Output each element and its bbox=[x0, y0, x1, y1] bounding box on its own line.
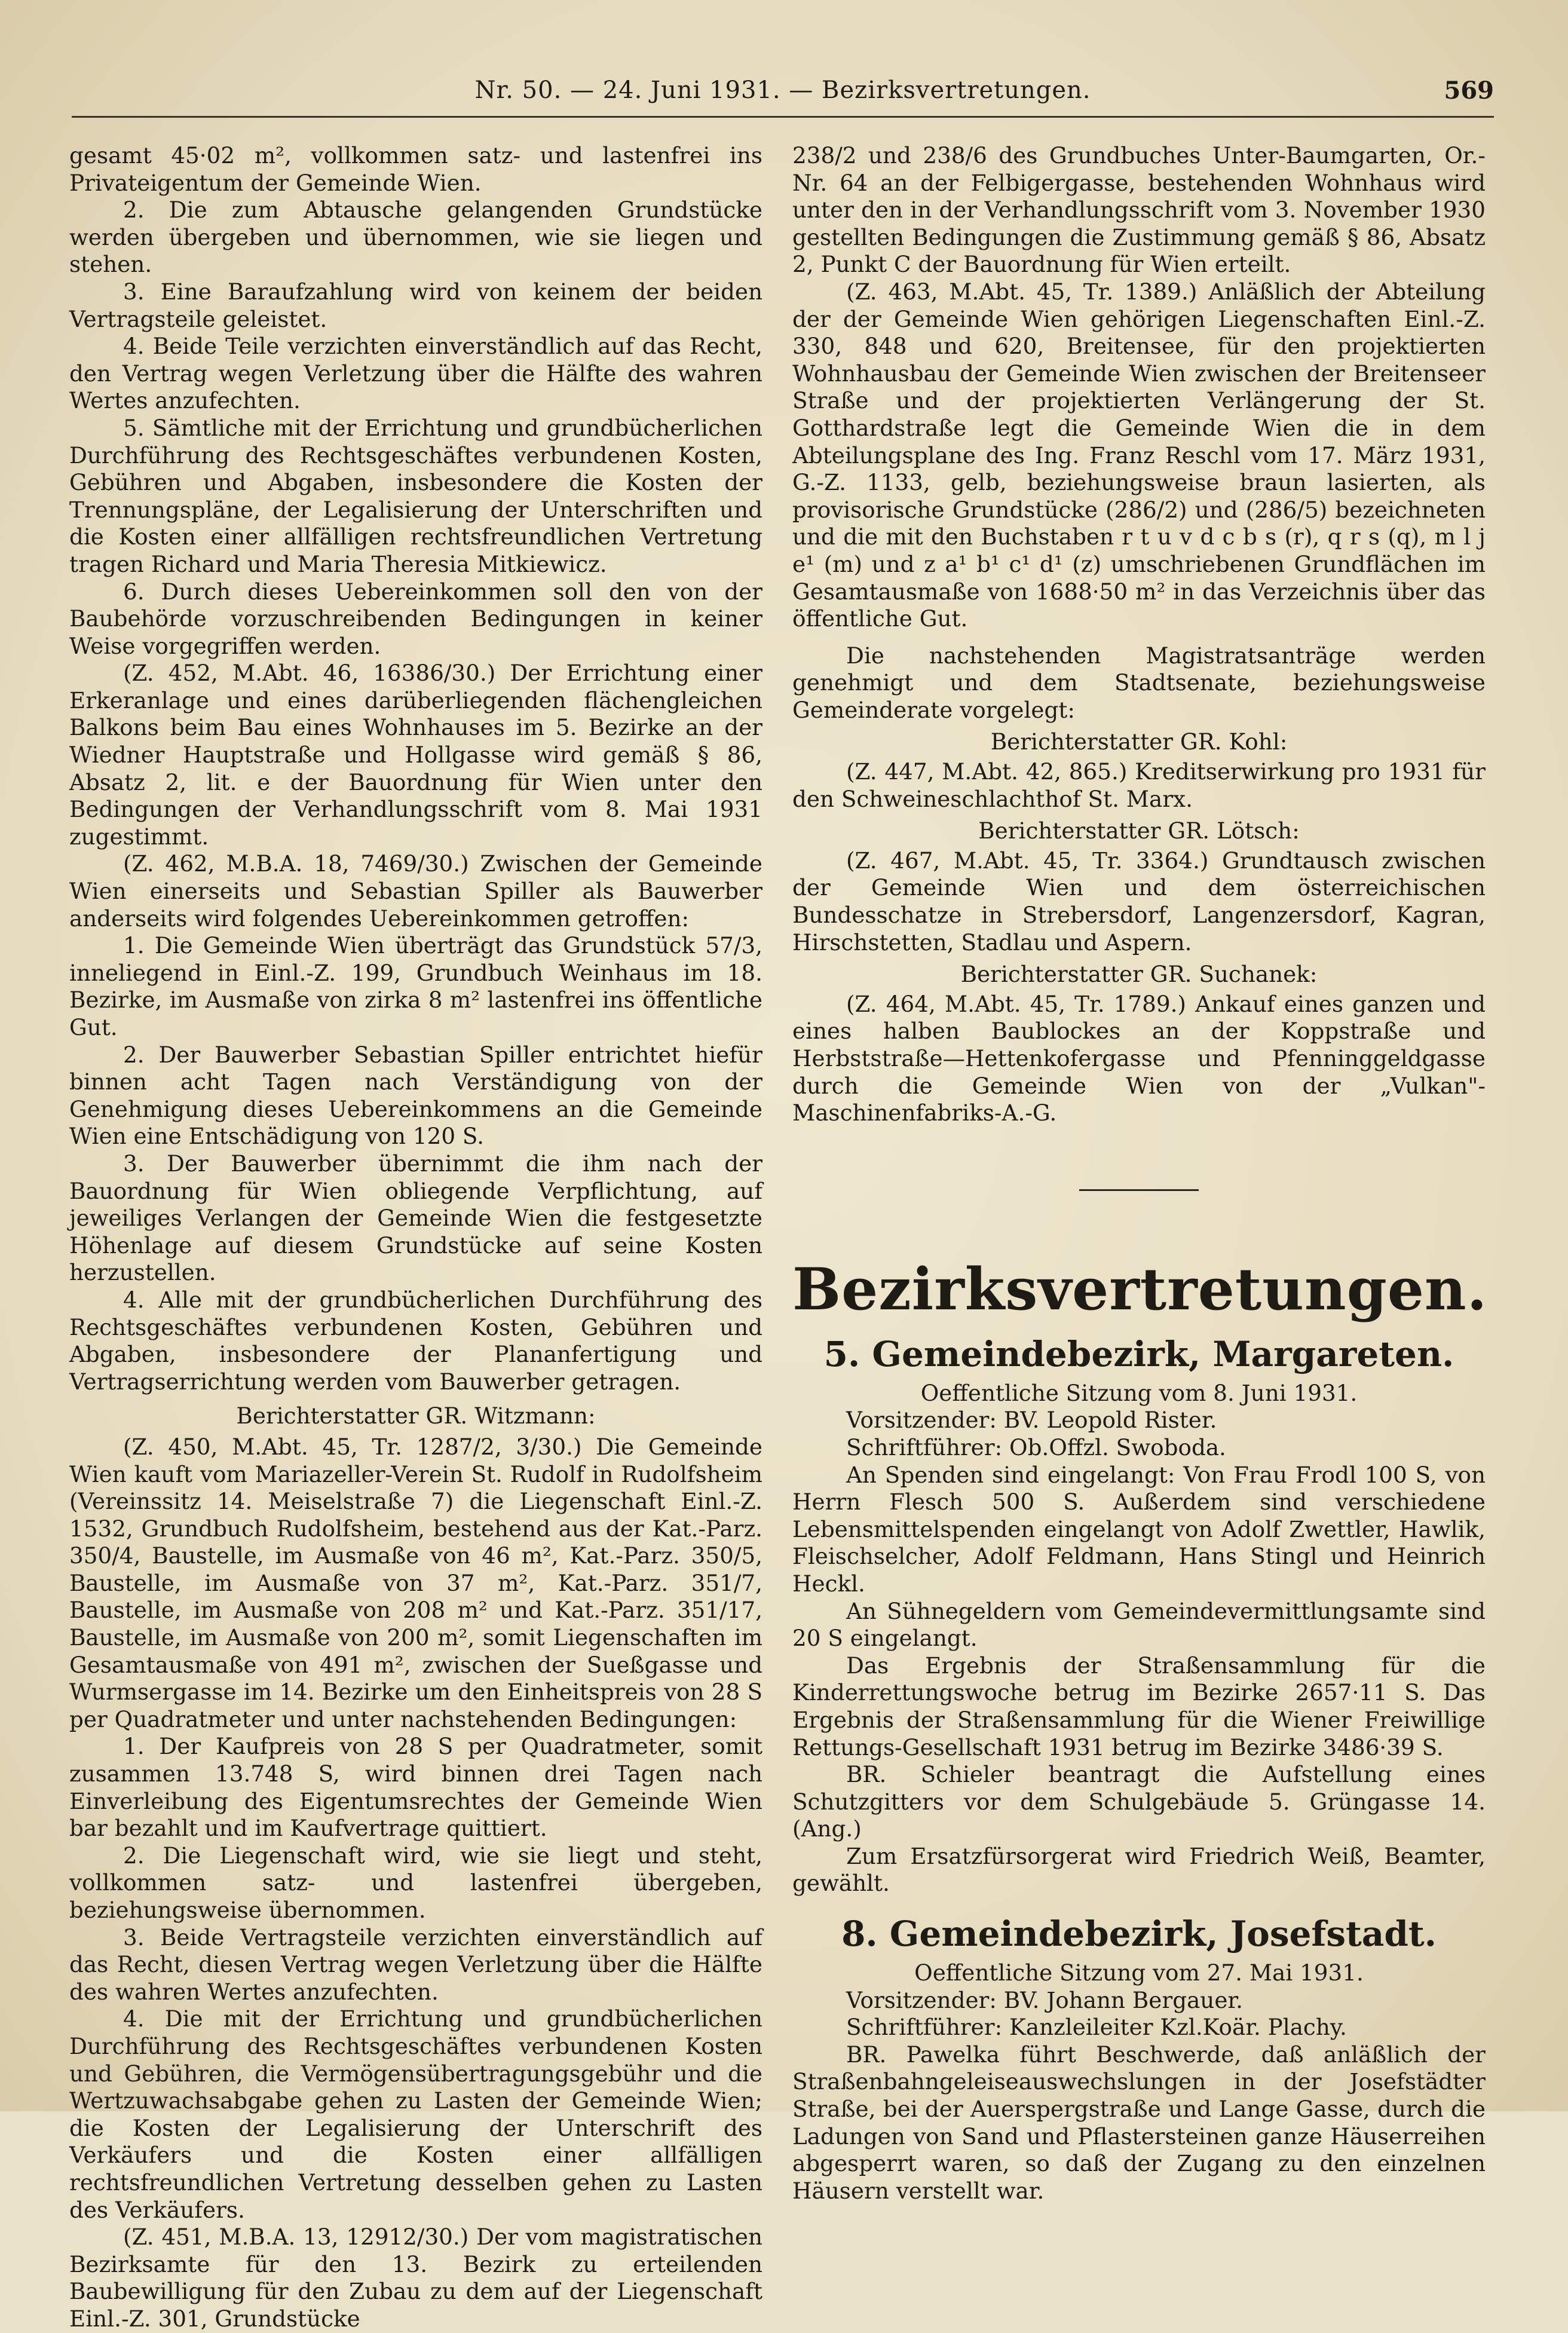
paragraph: Die nachstehenden Magistratsanträge werden genehmigt und dem Stadtsenate, beziehungsweise Gemeinderate vorgelegt: bbox=[792, 642, 1486, 723]
paragraph: 2. Der Bauwerber Sebastian Spiller entrichtet hiefür binnen acht Tagen nach Verständigung von der Genehmigung dieses Uebereinkommens an die Gemeinde Wien eine Entschädigung von 120 S. bbox=[69, 1041, 762, 1150]
paragraph: 6. Durch dieses Uebereinkommen soll den von der Baubehörde vorzuschreibenden Bedingungen in keiner Weise vorgegriffen werden. bbox=[69, 578, 762, 659]
paragraph: BR. Pawelka führt Beschwerde, daß anläßlich der Straßenbahngeleiseauswechslungen in der Josefstädter Straße, bei der Auerspergstraße und Lange Gasse, durch die Ladungen von Sand und Pflastersteinen ganze Häuserreihen abgesperrt waren, so daß der Zugang zu den einzelnen Häusern verstellt war. bbox=[792, 2041, 1486, 2204]
district-5-secretary: Schriftführer: Ob.Offzl. Swoboda. bbox=[846, 1434, 1226, 1461]
district-8-chair: Vorsitzender: BV. Johann Bergauer. bbox=[846, 1986, 1243, 2013]
district-8-title: 8. Gemeindebezirk, Josefstadt. bbox=[841, 1913, 1437, 1955]
paragraph: (Z. 463, M.Abt. 45, Tr. 1389.) Anläßlich der Abteilung der der Gemeinde Wien gehörigen Liegenschaften Einl.-Z. 330, 848 und 620, Breitensee, für den projektierten Wohnhausbau der Gemeinde Wien zwischen der Breitenseer Straße und der projektierten Verlängerung der St. Gotthardstraße legt die Gemeinde Wien die in dem Abteilungsplane des Ing. Franz Reschl vom 17. März 1931, G.-Z. 1133, gelb, beziehungsweise braun lasierten, als provisorische Grundstücke (286/2) und (286/5) bezeichneten und die mit den Buchstaben r t u v d c b s (r), q r s (q), m l j e¹ (m) und z a¹ b¹ c¹ d¹ (z) umschriebenen Grundflächen im Gesamtausmaße von 1688·50 m² in das Verzeichnis über das öffentliche Gut. bbox=[792, 278, 1486, 632]
paragraph: (Z. 467, M.Abt. 45, Tr. 3364.) Grundtausch zwischen der Gemeinde Wien und dem österreichischen Bundesschatze in Strebersdorf, Langenzersdorf, Kagran, Hirschstetten, Stadlau und Aspern. bbox=[792, 847, 1486, 956]
page-header bbox=[72, 71, 1494, 118]
district-8-session: Oeffentliche Sitzung vom 27. Mai 1931. bbox=[914, 1960, 1364, 1986]
paragraph: 2. Die Liegenschaft wird, wie sie liegt und steht, vollkommen satz- und lastenfrei übergeben, beziehungsweise übernommen. bbox=[69, 1842, 762, 1923]
paragraph: 4. Alle mit der grundbücherlichen Durchführung des Rechtsgeschäftes verbundenen Kosten, Gebühren und Abgaben, insbesondere der Plananfertigung und Vertragserrichtung werden vom Bauwerber getragen. bbox=[69, 1286, 762, 1395]
rapporteur-witzmann: Berichterstatter GR. Witzmann: bbox=[236, 1403, 596, 1429]
paragraph: (Z. 462, M.B.A. 18, 7469/30.) Zwischen der Gemeinde Wien einerseits und Sebastian Spiller als Bauwerber anderseits wird folgendes Uebereinkommen getroffen: bbox=[69, 850, 762, 932]
paragraph: 238/2 und 238/6 des Grundbuches Unter-Baumgarten, Or.-Nr. 64 an der Felbigergasse, bestehenden Wohnhaus wird unter den in der Verhandlungsschrift vom 3. November 1930 gestellten Bedingungen die Zustimmung gemäß § 86, Absatz 2, Punkt C der Bauordnung für Wien erteilt. bbox=[792, 142, 1486, 278]
left-column bbox=[69, 142, 762, 2333]
district-5-title: 5. Gemeindebezirk, Margareten. bbox=[823, 1333, 1454, 1374]
paragraph: 3. Der Bauwerber übernimmt die ihm nach der Bauordnung für Wien obliegende Verpflichtung, auf jeweiliges Verlangen der Gemeinde Wien die festgesetzte Höhenlage auf diesem Grundstücke auf seine Kosten herzustellen. bbox=[69, 1150, 762, 1286]
district-5-session: Oeffentliche Sitzung vom 8. Juni 1931. bbox=[920, 1379, 1358, 1406]
paragraph: Zum Ersatzfürsorgerat wird Friedrich Weiß, Beamter, gewählt. bbox=[792, 1842, 1486, 1897]
paragraph: gesamt 45·02 m², vollkommen satz- und lastenfrei ins Privateigentum der Gemeinde Wien. bbox=[69, 142, 762, 196]
right-column bbox=[792, 142, 1486, 2205]
rapporteur-suchanek: Berichterstatter GR. Suchanek: bbox=[960, 961, 1318, 988]
paragraph: BR. Schieler beantragt die Aufstellung eines Schutzgitters vor dem Schulgebäude 5. Grüngasse 14. (Ang.) bbox=[792, 1761, 1486, 1842]
rapporteur-kohl: Berichterstatter GR. Kohl: bbox=[990, 728, 1288, 755]
section-heading: Bezirksvertretungen. bbox=[792, 1255, 1488, 1323]
district-5-chair: Vorsitzender: BV. Leopold Rister. bbox=[846, 1407, 1217, 1434]
paragraph: 1. Die Gemeinde Wien überträgt das Grundstück 57/3, inneliegend in Einl.-Z. 199, Grundbuch Weinhaus im 18. Bezirke, im Ausmaße von zirka 8 m² lastenfrei ins öffentliche Gut. bbox=[69, 932, 762, 1040]
paragraph: 1. Der Kaufpreis von 28 S per Quadratmeter, somit zusammen 13.748 S, wird binnen drei Tagen nach Einverleibung des Eigentumsrechtes der Gemeinde Wien bar bezahlt und im Kaufvertrage quittiert. bbox=[69, 1733, 762, 1842]
paragraph: Das Ergebnis der Straßensammlung für die Kinderrettungswoche betrug im Bezirke 2657·11 S. Das Ergebnis der Straßensammlung für die Wiener Freiwillige Rettungs-Gesellschaft 1931 betrug im Bezirke 3486·39 S. bbox=[792, 1652, 1486, 1761]
rapporteur-loetsch: Berichterstatter GR. Lötsch: bbox=[978, 818, 1300, 844]
header-title: Nr. 50. — 24. Juni 1931. — Bezirksvertretungen. bbox=[474, 76, 1091, 104]
paragraph: (Z. 450, M.Abt. 45, Tr. 1287/2, 3/30.) Die Gemeinde Wien kauft vom Mariazeller-Verein St. Rudolf in Rudolfsheim (Vereinssitz 14. Meiselstraße 7) die Liegenschaft Einl.-Z. 1532, Grundbuch Rudolfsheim, bestehend aus der Kat.-Parz. 350/4, Baustelle, im Ausmaße von 46 m², Kat.-Parz. 350/5, Baustelle, im Ausmaße von 37 m², Kat.-Parz. 351/7, Baustelle, im Ausmaße von 208 m² und Kat.-Parz. 351/17, Baustelle, im Ausmaße von 200 m², somit Liegenschaften im Gesamtausmaße von 491 m², zwischen der Sueßgasse und Wurmsergasse im 14. Bezirke um den Einheitspreis von 28 S per Quadratmeter und unter nachstehenden Bedingungen: bbox=[69, 1433, 762, 1732]
section-divider bbox=[1079, 1189, 1199, 1191]
paragraph: An Sühnegeldern vom Gemeindevermittlungsamte sind 20 S eingelangt. bbox=[792, 1597, 1486, 1652]
paragraph: An Spenden sind eingelangt: Von Frau Frodl 100 S, von Herrn Flesch 500 S. Außerdem sind verschiedene Lebensmittelspenden eingelangt von Adolf Zwettler, Hawlik, Fleischselcher, Adolf Feldmann, Hans Stingl und Heinrich Heckl. bbox=[792, 1461, 1486, 1597]
paragraph: 3. Beide Vertragsteile verzichten einverständlich auf das Recht, diesen Vertrag wegen Verletzung über die Hälfte des wahren Wertes anzufechten. bbox=[69, 1924, 762, 2005]
page-number: 569 bbox=[1444, 76, 1494, 105]
paragraph: 2. Die zum Abtausche gelangenden Grundstücke werden übergeben und übernommen, wie sie liegen und stehen. bbox=[69, 197, 762, 278]
district-8-secretary: Schriftführer: Kanzleileiter Kzl.Koär. Plachy. bbox=[846, 2014, 1347, 2041]
paragraph: 5. Sämtliche mit der Errichtung und grundbücherlichen Durchführung des Rechtsgeschäftes verbundenen Kosten, Gebühren und Abgaben, insbesondere die Kosten der Trennungspläne, der Legalisierung der Unterschriften und die Kosten einer allfälligen rechtsfreundlichen Vertretung tragen Richard und Maria Theresia Mitkiewicz. bbox=[69, 414, 762, 577]
paragraph: 4. Die mit der Errichtung und grundbücherlichen Durchführung des Rechtsgeschäftes verbundenen Kosten und Gebühren, die Vermögensübertragungsgebühr und die Wertzuwachsabgabe gehen zu Lasten der Gemeinde Wien; die Kosten der Legalisierung der Unterschrift des Verkäufers und die Kosten einer allfälligen rechtsfreundlichen Vertretung desselben gehen zu Lasten des Verkäufers. bbox=[69, 2006, 762, 2223]
paragraph: (Z. 447, M.Abt. 42, 865.) Kreditserwirkung pro 1931 für den Schweineschlachthof St. Marx. bbox=[792, 758, 1486, 812]
paragraph: (Z. 452, M.Abt. 46, 16386/30.) Der Errichtung einer Erkeranlage und eines darüberliegenden flächengleichen Balkons beim Bau eines Wohnhauses im 5. Bezirke an der Wiedner Hauptstraße und Hollgasse wird gemäß § 86, Absatz 2, lit. e der Bauordnung für Wien unter den Bedingungen der Verhandlungsschrift vom 8. Mai 1931 zugestimmt. bbox=[69, 660, 762, 850]
paragraph: 4. Beide Teile verzichten einverständlich auf das Recht, den Vertrag wegen Verletzung über die Hälfte des wahren Wertes anzufechten. bbox=[69, 333, 762, 414]
paragraph: 3. Eine Baraufzahlung wird von keinem der beiden Vertragsteile geleistet. bbox=[69, 278, 762, 332]
paragraph: (Z. 451, M.B.A. 13, 12912/30.) Der vom magistratischen Bezirksamte für den 13. Bezirk zu erteilenden Baubewilligung für den Zubau zu dem auf der Liegenschaft Einl.-Z. 301, Grundstücke bbox=[69, 2224, 762, 2332]
paragraph: (Z. 464, M.Abt. 45, Tr. 1789.) Ankauf eines ganzen und eines halben Baublockes an der Koppstraße und Herbststraße—Hettenkofergasse und Pfenninggeldgasse durch die Gemeinde Wien von der „Vulkan"-Maschinenfabriks-A.-G. bbox=[792, 990, 1486, 1126]
